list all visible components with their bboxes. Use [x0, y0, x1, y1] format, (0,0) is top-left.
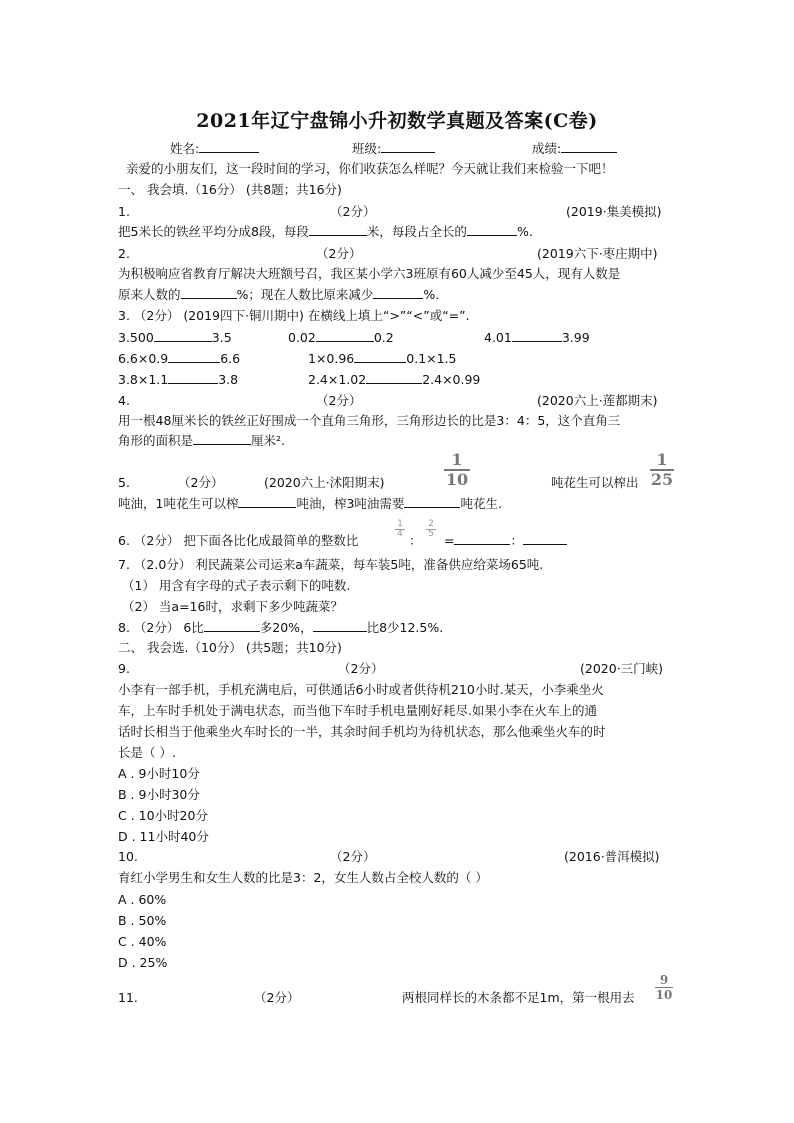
q4-source: (2020六上·莲都期末): [537, 393, 658, 408]
q8-text: 8. （2分） 6比 多20%， 比8少12.5%.: [118, 620, 444, 635]
q2-source: (2019六下·枣庄期中): [537, 246, 658, 261]
q9-line: 长是（ ）.: [118, 745, 176, 760]
q3-item: 3.8×1.1 3.8: [118, 372, 239, 387]
q10-option-c[interactable]: C . 40%: [118, 934, 167, 949]
q6-text: 6. （2分） 把下面各比化成最简单的整数比: [118, 533, 359, 548]
q9-score: （2分）: [338, 661, 384, 676]
name-label: 姓名:: [170, 141, 200, 156]
q9-line: 小李有一部手机，手机充满电后，可供通话6小时或者供待机210小时.某天，小李乘坐火: [118, 682, 604, 697]
q5-score: （2分）: [178, 475, 224, 490]
q9-number: 9.: [118, 661, 130, 676]
q5-number: 5.: [118, 475, 130, 490]
q9-line: 车，上车时手机处于满电状态，而当他下车时手机电量刚好耗尽.如果小李在火车上的通: [118, 703, 597, 718]
q11-text: 两根同样长的木条都不足1m，第一根用去: [402, 990, 635, 1005]
q5-line2: 吨油，1吨花生可以榨 吨油，榨3吨油需要 吨花生.: [118, 496, 502, 511]
q10-option-a[interactable]: A . 60%: [118, 892, 167, 907]
q10-number: 10.: [118, 849, 138, 864]
q10-option-d[interactable]: D . 25%: [118, 955, 168, 970]
q9-option-c[interactable]: C . 10小时20分: [118, 808, 208, 823]
section-1-heading: 一、 我会填.（16分） (共8题；共16分): [118, 182, 342, 197]
q11-fraction-9-10: 9 10: [655, 973, 673, 1002]
q3-item: 6.6×0.9 6.6: [118, 351, 241, 366]
q1-score: （2分）: [330, 204, 376, 219]
q9-line: 话时长相当于他乘坐火车时长的一半，其余时间手机均为待机状态，那么他乘坐火车的时: [118, 724, 606, 739]
q4-line2: 角形的面积是 厘米².: [118, 433, 286, 448]
score-field: [532, 140, 617, 158]
q2-score: （2分）: [316, 246, 362, 261]
q10-score: （2分）: [330, 849, 376, 864]
q6-fraction-1-4: 1 4: [395, 520, 405, 539]
q2-number: 2.: [118, 246, 130, 261]
q1-text: 把5米长的铁丝平均分成8段，每段 米，每段占全长的 %.: [118, 224, 533, 239]
q5-source: (2020六上·沭阳期末): [264, 475, 385, 490]
q10-option-b[interactable]: B . 50%: [118, 913, 167, 928]
q3-heading: 3. （2分） (2019四下·铜川期中) 在横线上填上“>”“<”或“=”.: [118, 308, 470, 323]
q5-mid-text: 吨花生可以榨出: [551, 475, 639, 490]
q3-item: 0.02 0.2: [288, 330, 394, 345]
q4-line1: 用一根48厘米长的铁丝正好围成一个直角三角形，三角形边长的比是3：4：5，这个直角三: [118, 413, 621, 428]
q3-item: 3.500 3.5: [118, 330, 232, 345]
q9-option-b[interactable]: B . 9小时30分: [118, 787, 200, 802]
q1-source: (2019·集美模拟): [566, 204, 662, 219]
q7-sub2: （2） 当a=16时，求剩下多少吨蔬菜？: [122, 599, 343, 614]
q4-number: 4.: [118, 393, 130, 408]
q10-source: (2016·普洱模拟): [564, 849, 660, 864]
name-field: [170, 140, 259, 158]
class-label: 班级:: [352, 141, 382, 156]
q4-score: （2分）: [316, 393, 362, 408]
q7-heading: 7. （2.0分） 利民蔬菜公司运来a车蔬菜，每车装5吨，准备供应给菜场65吨.: [118, 557, 544, 572]
q11-score: （2分）: [254, 990, 300, 1005]
q3-item: 2.4×1.02 2.4×0.99: [308, 372, 481, 387]
intro-text: 亲爱的小朋友们，这一段时间的学习，你们收获怎么样呢？今天就让我们来检验一下吧！: [126, 161, 614, 176]
class-field: [352, 140, 435, 158]
q5-fraction-1-10: 1 10: [445, 450, 469, 489]
q6-colon: ：: [409, 533, 422, 548]
q9-source: (2020·三门峡): [580, 661, 664, 676]
q6-answer: = ：: [444, 532, 567, 550]
q3-item: 4.01 3.99: [484, 330, 590, 345]
q10-line1: 育红小学男生和女生人数的比是3：2，女生人数占全校人数的（ ）: [118, 870, 488, 885]
q9-option-d[interactable]: D . 11小时40分: [118, 829, 209, 844]
q9-option-a[interactable]: A . 9小时10分: [118, 766, 200, 781]
q1-number: 1.: [118, 204, 130, 219]
q11-number: 11.: [118, 990, 138, 1005]
section-2-heading: 二、 我会选.（10分） (共5题；共10分): [118, 640, 342, 655]
q5-fraction-1-25: 1 25: [650, 450, 674, 489]
q6-fraction-2-5: 2 5: [426, 520, 436, 539]
page-title: 2021年辽宁盘锦小升初数学真题及答案(C卷): [196, 110, 598, 132]
q2-line1: 为积极响应省教育厅解决大班额号召，我区某小学六3班原有60人减少至45人，现有人数是: [118, 266, 621, 281]
q3-item: 1×0.96 0.1×1.5: [308, 351, 457, 366]
q7-sub1: （1） 用含有字母的式子表示剩下的吨数.: [122, 578, 351, 593]
q2-line2: 原来人数的 %；现在人数比原来减少 %.: [118, 287, 440, 302]
score-label: 成绩:: [532, 141, 562, 156]
